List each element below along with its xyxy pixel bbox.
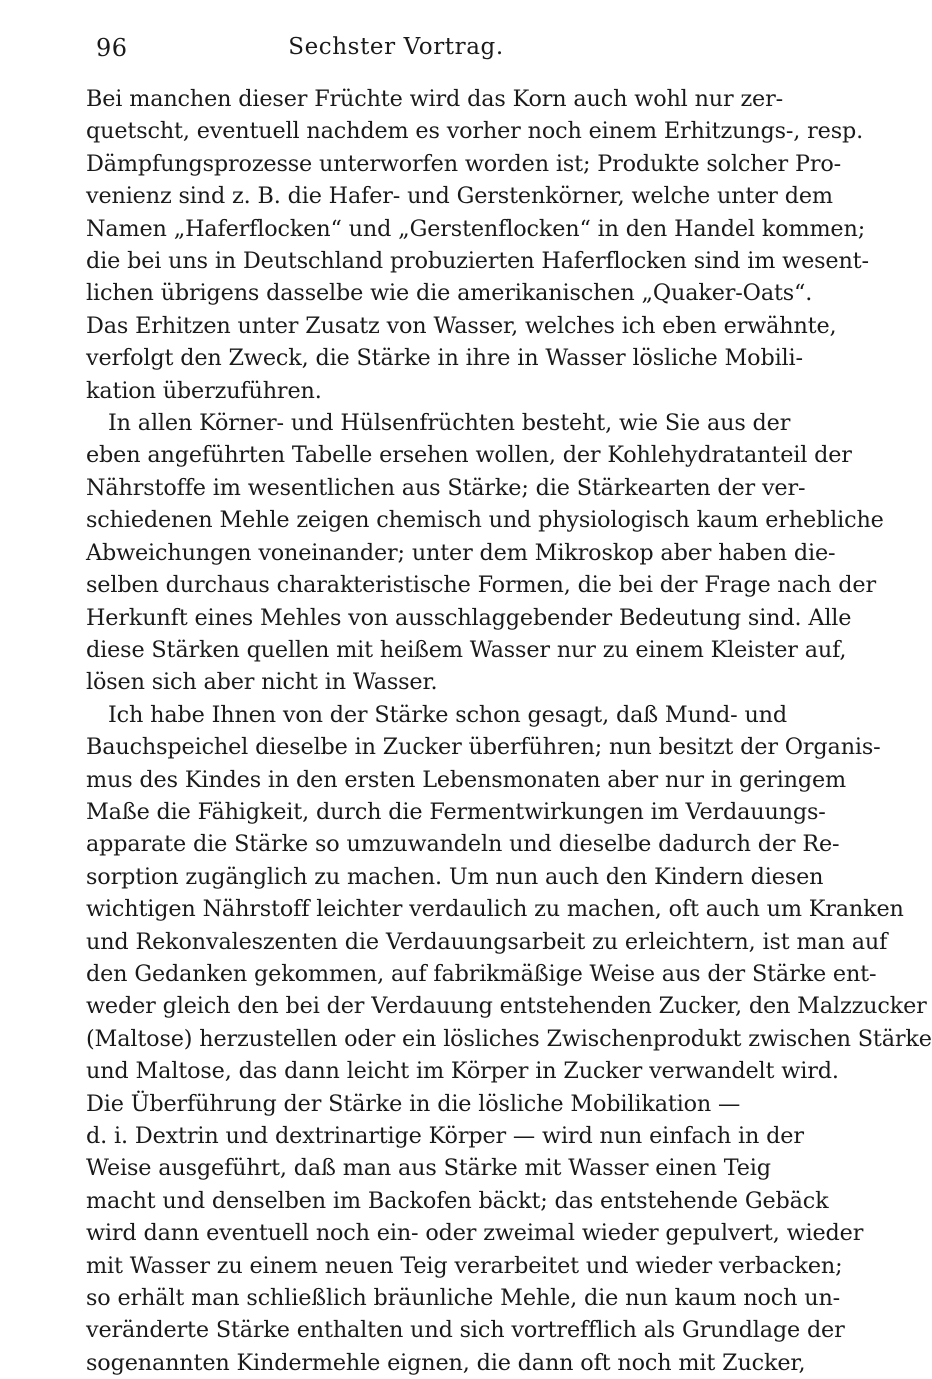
- page-header: [96, 28, 696, 68]
- text-line: apparate die Stärke so umzuwandeln und dieselbe dadurch der Re-: [86, 831, 840, 858]
- text-line: Maße die Fähigkeit, durch die Fermentwirkungen im Verdauungs-: [86, 798, 826, 825]
- text-line: Bauchspeichel dieselbe in Zucker überführen; nun besitzt der Organis-: [86, 734, 881, 761]
- text-line: wichtigen Nährstoff leichter verdaulich zu machen, oft auch um Kranken: [86, 896, 904, 923]
- text-line: d. i. Dextrin und dextrinartige Körper — wird nun einfach in der: [86, 1123, 804, 1149]
- text-line: so erhält man schließlich bräunliche Mehle, die nun kaum noch un-: [86, 1285, 841, 1312]
- text-line: wird dann eventuell noch ein- oder zweimal wieder gepulvert, wieder: [86, 1220, 864, 1247]
- text-line: veränderte Stärke enthalten und sich vortrefflich als Grundlage der: [86, 1317, 845, 1344]
- text-line: mus des Kindes in den ersten Lebensmonaten aber nur in geringem: [86, 766, 846, 793]
- text-line: eben angeführten Tabelle ersehen wollen, der Kohlehydratanteil der: [86, 442, 852, 469]
- text-line: mit Wasser zu einem neuen Teig verarbeitet und wieder verbacken;: [86, 1252, 843, 1279]
- text-line: Abweichungen voneinander; unter dem Mikroskop aber haben die-: [86, 539, 836, 566]
- text-line: Weise ausgeführt, daß man aus Stärke mit Wasser einen Teig: [86, 1155, 771, 1182]
- text-line: Die Überführung der Stärke in die lösliche Mobilikation —: [86, 1090, 741, 1117]
- text-line: macht und denselben im Backofen bäckt; das entstehende Gebäck: [86, 1187, 829, 1214]
- text-line: selben durchaus charakteristische Formen, die bei der Frage nach der: [86, 572, 876, 599]
- text-line: quetscht, eventuell nachdem es vorher noch einem Erhitzungs-, resp.: [86, 118, 864, 145]
- text-line: Namen „Haferflocken“ und „Gerstenflocken“ in den Handel kommen;: [86, 215, 866, 242]
- text-line: Herkunft eines Mehles von ausschlaggebender Bedeutung sind. Alle: [86, 604, 852, 631]
- text-line: lösen sich aber nicht in Wasser.: [86, 669, 438, 696]
- text-line: lichen übrigens dasselbe wie die amerikanischen „Quaker-Oats“.: [86, 280, 813, 307]
- text-line: sorption zugänglich zu machen. Um nun auch den Kindern diesen: [86, 863, 824, 890]
- text-line: weder gleich den bei der Verdauung entstehenden Zucker, den Malzzucker: [86, 993, 927, 1020]
- text-line: Das Erhitzen unter Zusatz von Wasser, welches ich eben erwähnte,: [86, 312, 837, 339]
- text-line: Ich habe Ihnen von der Stärke schon gesagt, daß Mund- und: [108, 701, 787, 728]
- text-line: und Maltose, das dann leicht im Körper in Zucker verwandelt wird.: [86, 1058, 839, 1085]
- running-title: Sechster Vortrag.: [288, 34, 504, 60]
- text-line: schiedenen Mehle zeigen chemisch und physiologisch kaum erhebliche: [86, 507, 884, 534]
- text-line: und Rekonvaleszenten die Verdauungsarbeit zu erleichtern, ist man auf: [86, 928, 888, 955]
- text-line: venienz sind z. B. die Hafer- und Gerstenkörner, welche unter dem: [86, 183, 833, 210]
- text-line: Dämpfungsprozesse unterworfen worden ist; Produkte solcher Pro-: [86, 150, 841, 177]
- body-text: [86, 83, 932, 1379]
- text-line: Bei manchen dieser Früchte wird das Korn auch wohl nur zer-: [86, 86, 783, 112]
- text-line: verfolgt den Zweck, die Stärke in ihre in Wasser lösliche Mobili-: [86, 345, 803, 372]
- text-line: In allen Körner- und Hülsenfrüchten besteht, wie Sie aus der: [108, 410, 791, 437]
- text-line: (Maltose) herzustellen oder ein lösliches Zwischenprodukt zwischen Stärke: [86, 1025, 932, 1052]
- text-line: den Gedanken gekommen, auf fabrikmäßige Weise aus der Stärke ent-: [86, 960, 877, 987]
- text-line: kation überzuführen.: [86, 377, 322, 404]
- text-line: diese Stärken quellen mit heißem Wasser nur zu einem Kleister auf,: [86, 636, 847, 663]
- page-number: 96: [96, 34, 128, 62]
- text-line: Nährstoffe im wesentlichen aus Stärke; die Stärkearten der ver-: [86, 474, 806, 501]
- text-line: die bei uns in Deutschland probuzierten Haferflocken sind im wesent-: [86, 248, 869, 275]
- text-line: sogenannten Kindermehle eignen, die dann oft noch mit Zucker,: [86, 1349, 806, 1376]
